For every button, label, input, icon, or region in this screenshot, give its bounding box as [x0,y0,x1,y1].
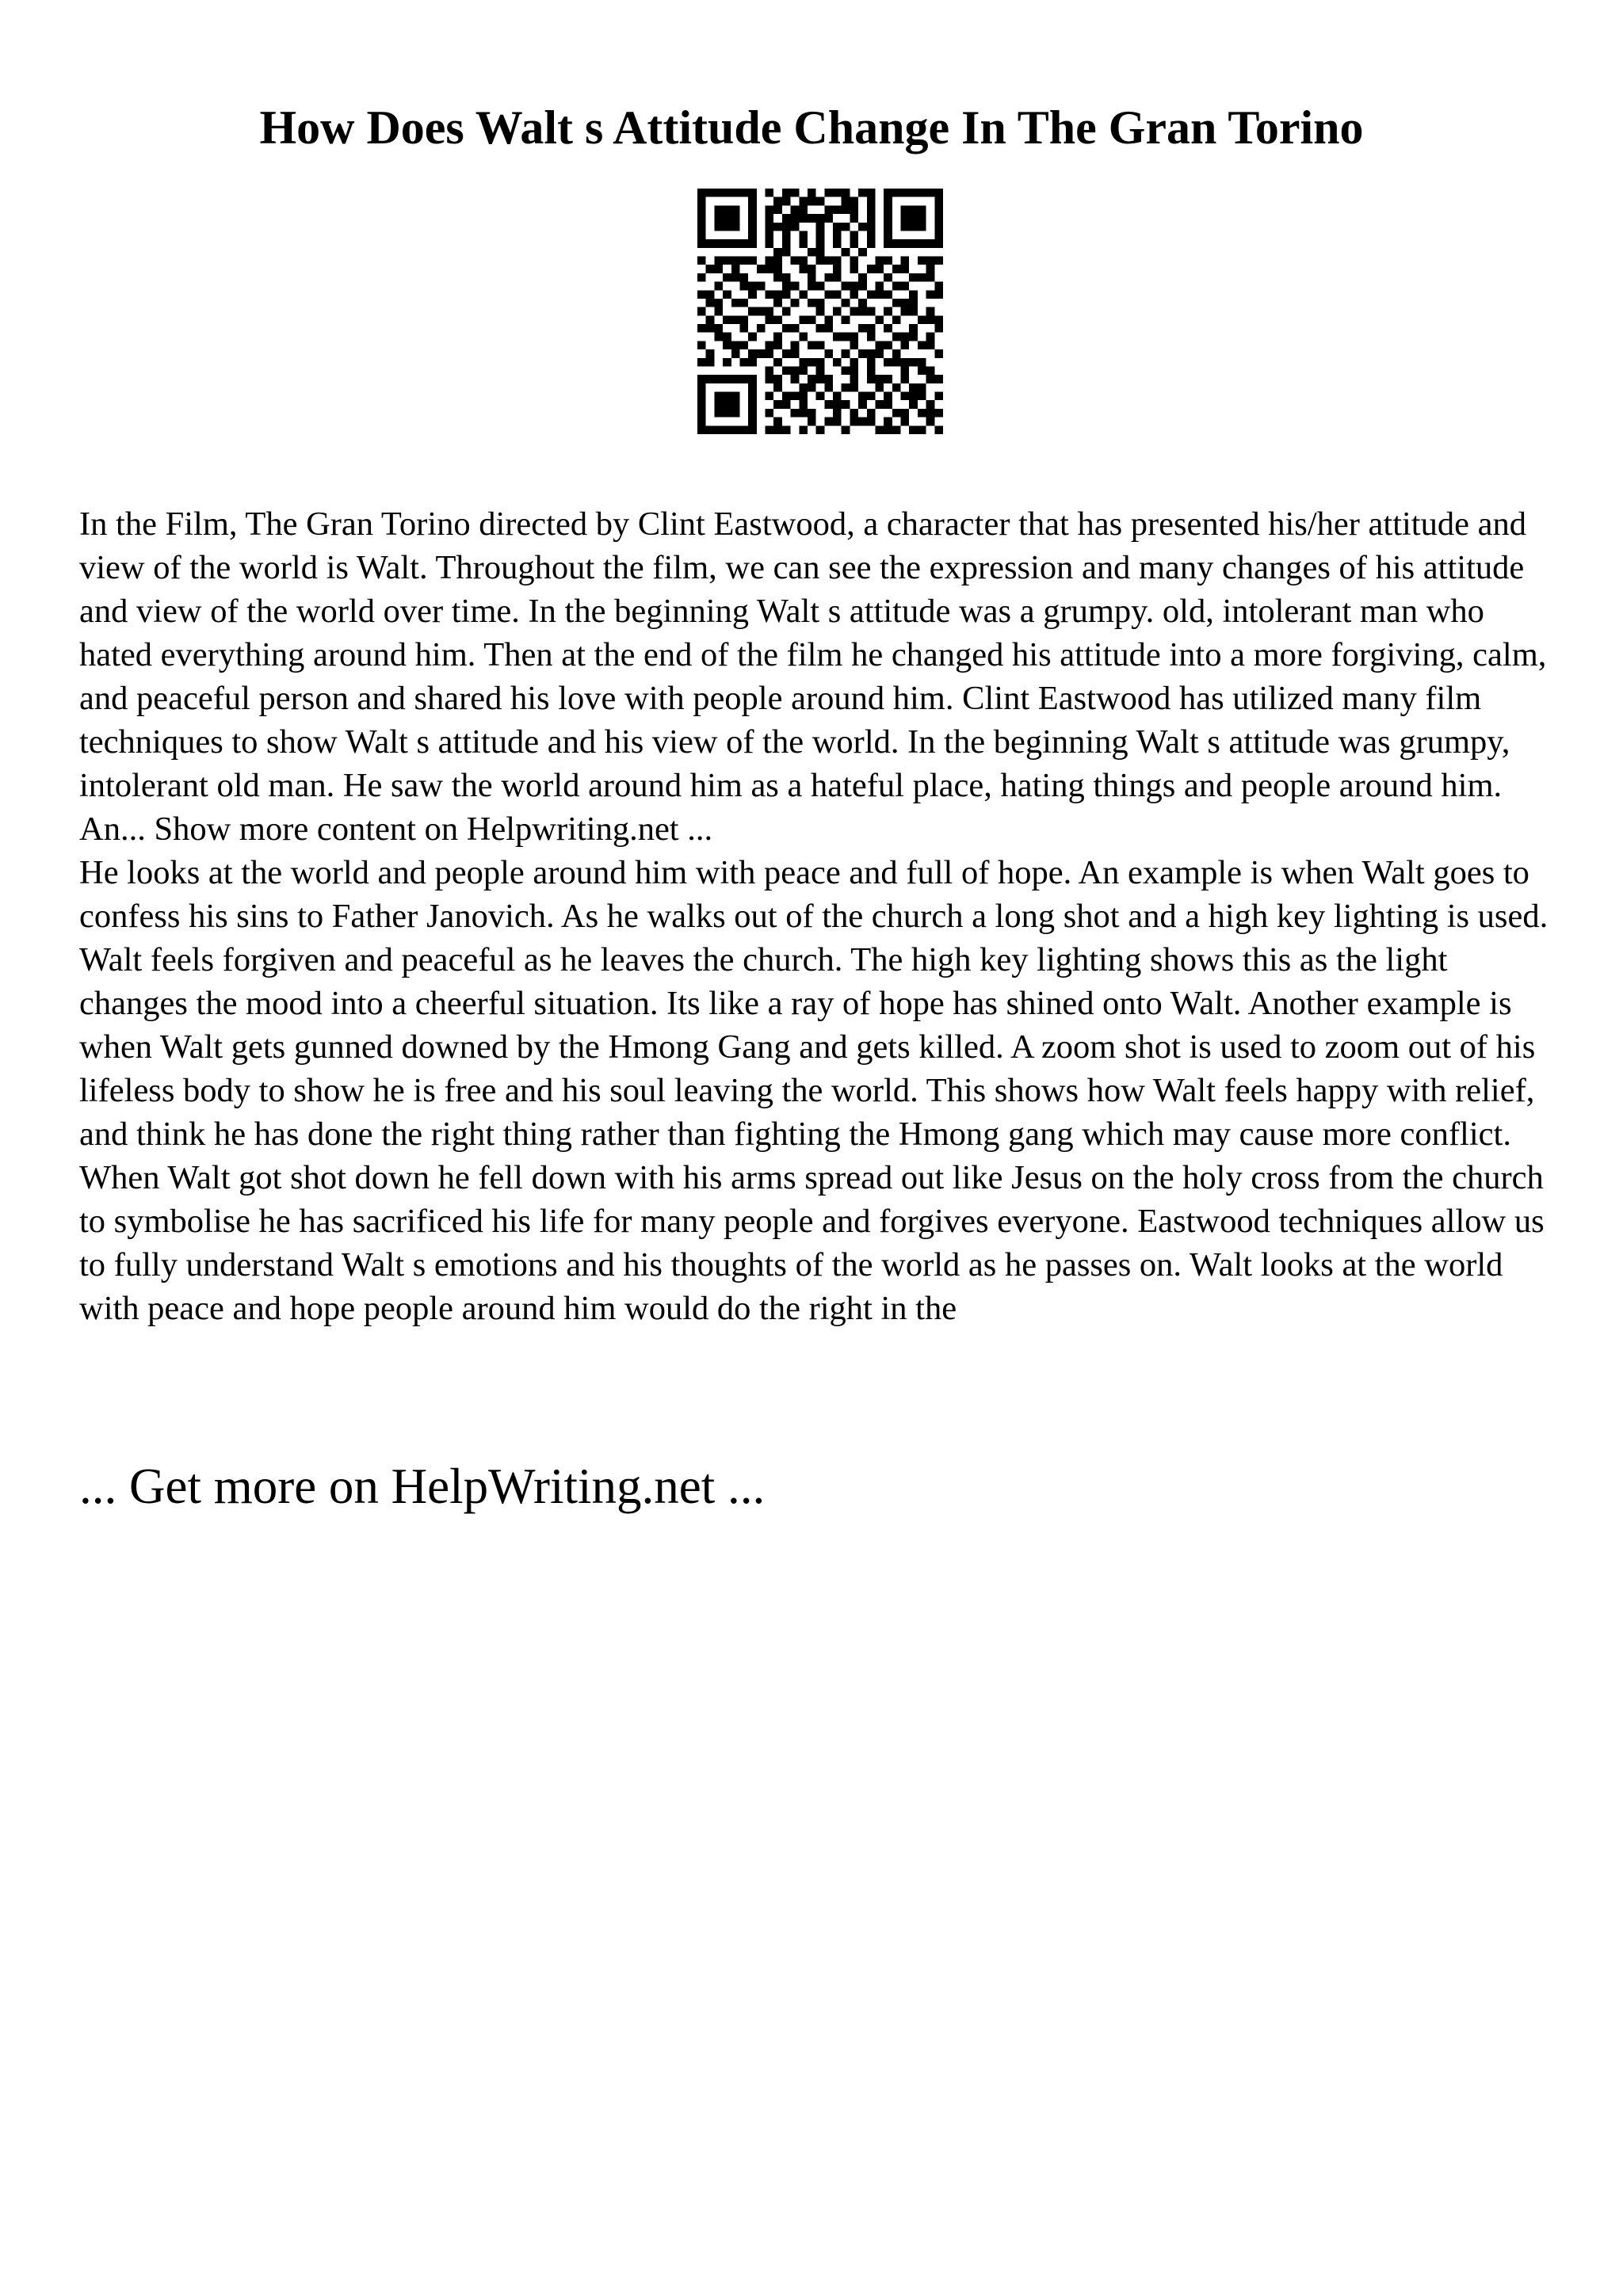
document-title: How Does Walt s Attitude Change In The Gran Torino [259,101,1364,154]
qr-code-icon [697,189,943,434]
paragraph-1: In the Film, The Gran Torino directed by Clint Eastwood, a character that has presented his/her attitude and view of the world is Walt. Throughout the film, we can see the expression and many changes of his attitude and view of the world over time. In the beginning Walt s attitude was a grumpy. old, intolerant man who hated everything around him. Then at the end of the film he changed his attitude into a more forgiving, calm, and peaceful person and shared his love with people around him. Clint Eastwood has utilized many film techniques to show Walt s attitude and his view of the world. In the beginning Walt s attitude was grumpy, intolerant old man. He saw the world around him as a hateful place, hating things and people around him. An... Show more content on Helpwriting.net ... [79,505,1547,848]
article-body [79,502,1555,1330]
paragraph-2: He looks at the world and people around him with peace and full of hope. An example is when Walt goes to confess his sins to Father Janovich. As he walks out of the church a long shot and a high key lighting is used. Walt feels forgiven and peaceful as he leaves the church. The high key lighting shows this as the light changes the mood into a cheerful situation. Its like a ray of hope has shined onto Walt. Another example is when Walt gets gunned downed by the Hmong Gang and gets killed. A zoom shot is used to zoom out of his lifeless body to show he is free and his soul leaving the world. This shows how Walt feels happy with relief, and think he has done the right thing rather than fighting the Hmong gang which may cause more conflict. When Walt got shot down he fell down with his arms spread out like Jesus on the holy cross from the church to symbolise he has sacrificed his life for many people and forgives everyone. Eastwood techniques allow us to fully understand Walt s emotions and his thoughts of the world as he passes on. Walt looks at the world with peace and hope people around him would do the right in the [79,854,1549,1327]
get-more-link[interactable]: ... Get more on HelpWriting.net ... [79,1459,766,1514]
qr-code [697,189,943,434]
